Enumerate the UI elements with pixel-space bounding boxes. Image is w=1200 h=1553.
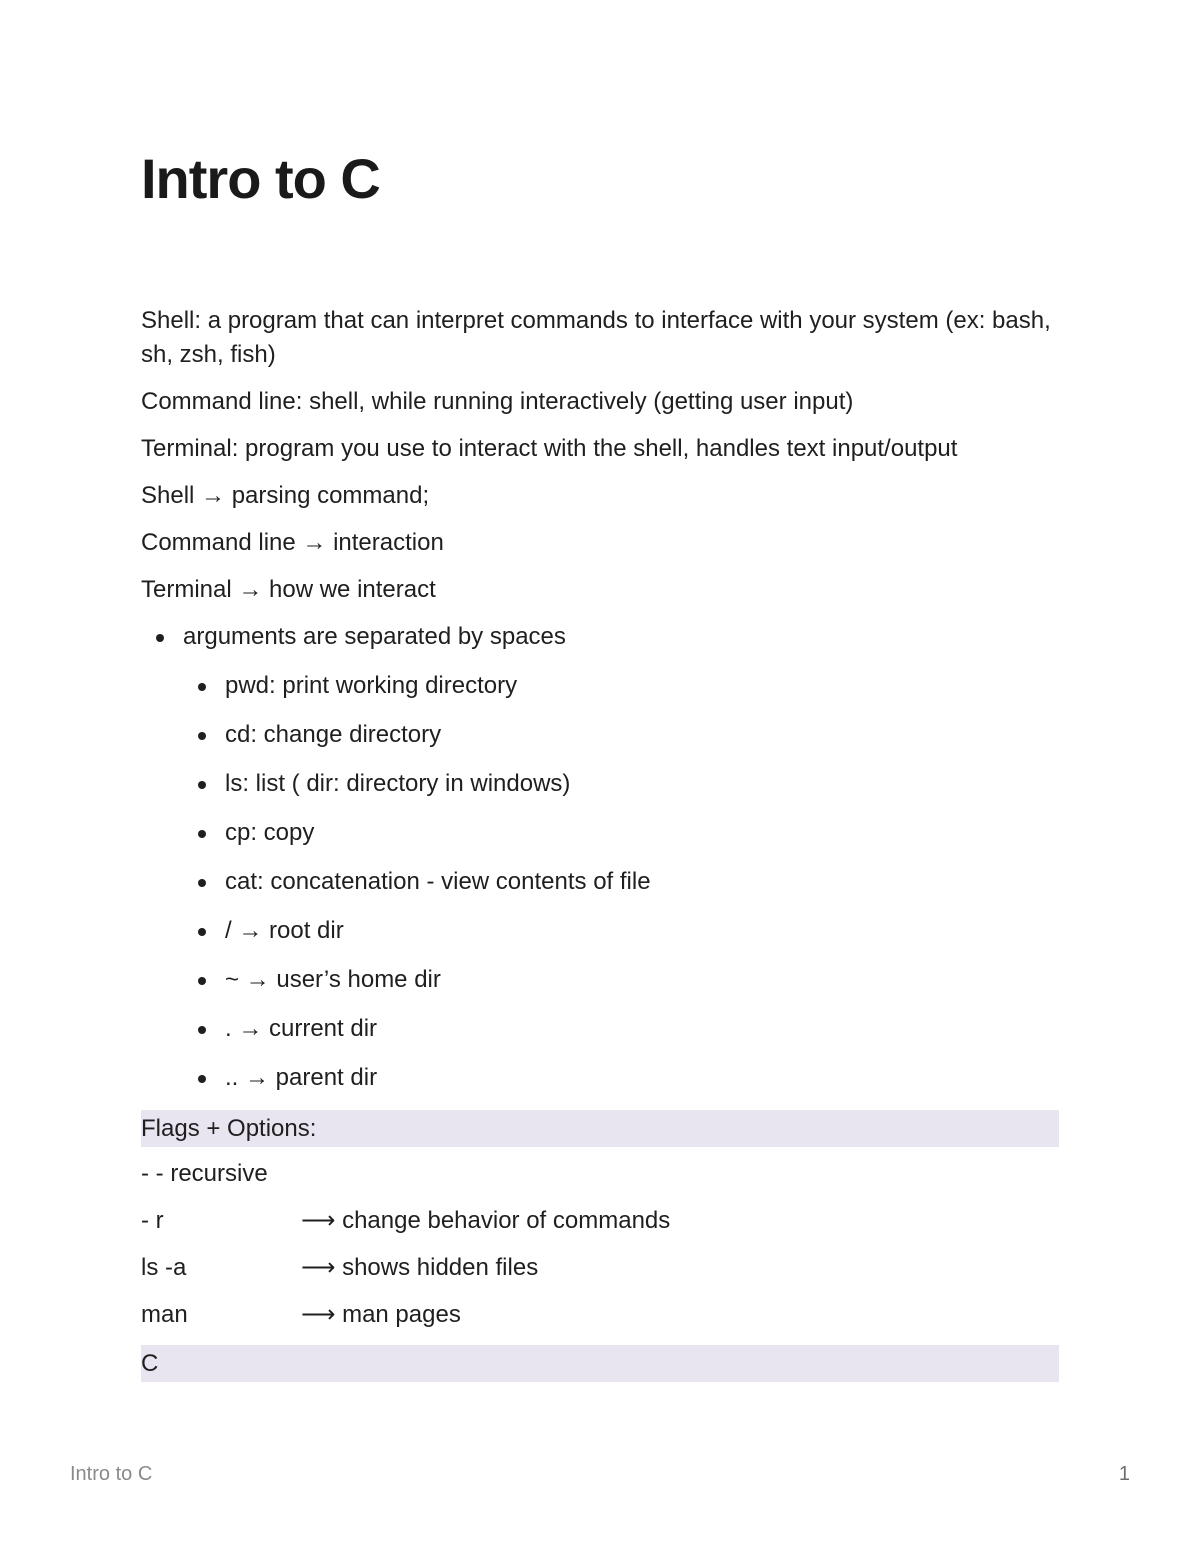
flag-row: [141, 1204, 1059, 1238]
flags-options-heading: Flags + Options:: [141, 1110, 1059, 1147]
bullet-dot-icon: [198, 781, 206, 789]
flag-key: ls -a: [141, 1254, 187, 1281]
bullet-dot-icon: [198, 977, 206, 985]
paragraph-command-line-summary: Command line → interaction: [141, 529, 444, 556]
flag-row: [141, 1298, 1059, 1332]
bullet-dot-icon: [198, 928, 206, 936]
paragraph-terminal-definition: Terminal: program you use to interact with the shell, handles text input/output: [141, 435, 958, 462]
bullet-dot-icon: [198, 1026, 206, 1034]
sub-list-item-text: ls: list ( dir: directory in windows): [225, 770, 571, 797]
sub-list-item: [183, 1061, 1059, 1095]
sub-list-item: [183, 669, 1059, 703]
flag-key: - r: [141, 1207, 164, 1234]
sub-list-item: [183, 816, 1059, 850]
list-item-text: arguments are separated by spaces: [183, 623, 566, 650]
flag-description: ⟶ change behavior of commands: [301, 1207, 671, 1234]
list-item: [141, 620, 1059, 1095]
footer-document-name: Intro to C: [70, 1463, 153, 1485]
page-title: Intro to C: [141, 147, 380, 210]
bullet-dot-icon: [156, 634, 164, 642]
footer-page-number: 1: [1118, 1463, 1130, 1485]
document-body: [141, 304, 1059, 1392]
sub-list-item-text: / → root dir: [225, 917, 344, 944]
sub-list-item: [183, 914, 1059, 948]
sub-list-item: [183, 865, 1059, 899]
paragraph-shell-summary: Shell → parsing command;: [141, 482, 430, 509]
recursive-line: - - recursive: [141, 1160, 268, 1187]
flag-description: ⟶ man pages: [301, 1301, 461, 1328]
sub-list-item-text: cp: copy: [225, 819, 315, 846]
c-heading: C: [141, 1345, 1059, 1382]
bullet-dot-icon: [198, 732, 206, 740]
sub-bullet-list: [183, 669, 1059, 1095]
bullet-list: [141, 620, 1059, 1095]
sub-list-item: [183, 718, 1059, 752]
paragraph-command-line-definition: Command line: shell, while running interactively (getting user input): [141, 388, 854, 415]
flag-description: ⟶ shows hidden files: [301, 1254, 539, 1281]
sub-list-item: [183, 963, 1059, 997]
sub-list-item-text: .. → parent dir: [225, 1064, 378, 1091]
bullet-dot-icon: [198, 879, 206, 887]
flag-row: [141, 1251, 1059, 1285]
bullet-dot-icon: [198, 683, 206, 691]
sub-list-item: [183, 1012, 1059, 1046]
sub-list-item-text: cd: change directory: [225, 721, 442, 748]
bullet-dot-icon: [198, 830, 206, 838]
sub-list-item: [183, 767, 1059, 801]
sub-list-item-text: . → current dir: [225, 1015, 378, 1042]
bullet-dot-icon: [198, 1075, 206, 1083]
sub-list-item-text: ~ → user’s home dir: [225, 966, 441, 993]
paragraph-terminal-summary: Terminal → how we interact: [141, 576, 436, 603]
paragraph-shell-definition: Shell: a program that can interpret commands to interface with your system (ex: bash, sh, zsh, fish): [141, 307, 1051, 368]
sub-list-item-text: cat: concatenation - view contents of file: [225, 868, 651, 895]
sub-list-item-text: pwd: print working directory: [225, 672, 518, 699]
flag-key: man: [141, 1301, 188, 1328]
